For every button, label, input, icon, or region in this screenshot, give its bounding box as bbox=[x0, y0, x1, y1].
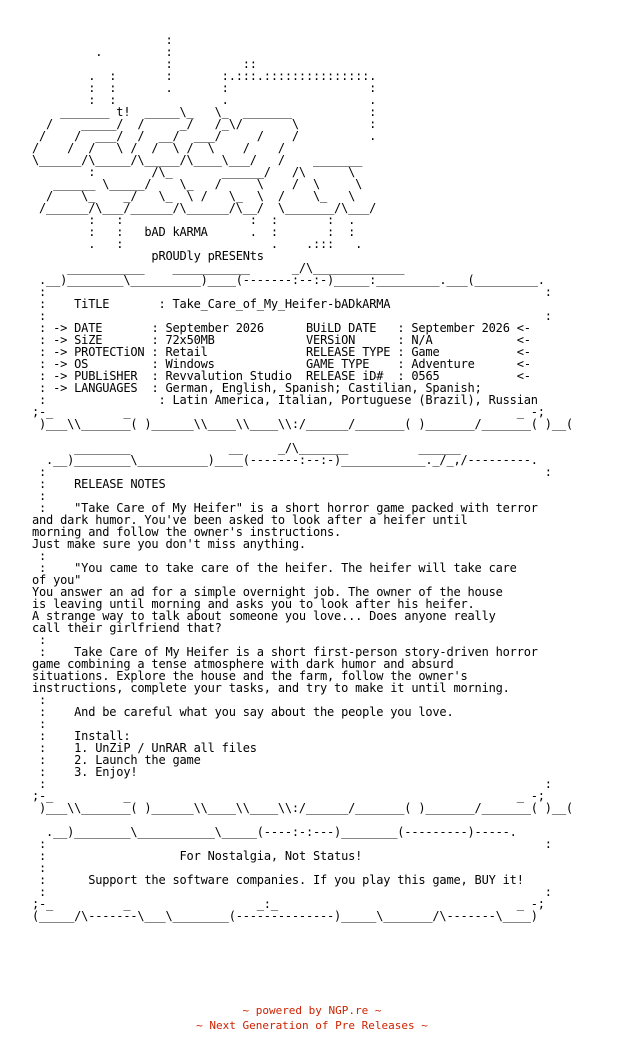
notes-paragraph-3: Take Care of My Heifer is a short first-person story-driven horror game combining a tense atmosphere with dark humor and absurd situations. Explore the house and the farm, follow the owner's instructions, complete your tasks, and try to make it until morning. bbox=[32, 645, 538, 695]
publisher-label: PUBLiSHER bbox=[74, 369, 138, 383]
release-notes-heading: RELEASE NOTES bbox=[74, 477, 166, 491]
install-step-1: 1. UnZiP / UnRAR all files bbox=[74, 741, 257, 755]
build-date-value: September 2026 bbox=[411, 321, 510, 335]
tagline-footer: ~ Next Generation of Pre Releases ~ bbox=[196, 1019, 428, 1032]
game-type-label: GAME TYPE bbox=[306, 357, 370, 371]
release-id-label: RELEASE iD# bbox=[306, 369, 384, 383]
os-label: OS bbox=[74, 357, 89, 371]
publisher-value: Revvalution Studio bbox=[165, 369, 292, 383]
os-value: Windows bbox=[165, 357, 215, 371]
date-value: September 2026 bbox=[165, 321, 264, 335]
powered-by-footer: ~ powered by NGP.re ~ bbox=[242, 1004, 382, 1017]
build-date-label: BUiLD DATE bbox=[306, 321, 377, 335]
languages-value-1: German, English, Spanish; Castilian, Spanish; bbox=[165, 381, 482, 395]
proudly-presents: pROUDly pRESENts bbox=[151, 249, 264, 263]
size-label: SiZE bbox=[74, 333, 103, 347]
notes-paragraph-4: And be careful what you say about the people you love. bbox=[74, 705, 454, 719]
version-label: VERSiON bbox=[306, 333, 356, 347]
install-step-2: 2. Launch the game bbox=[74, 753, 201, 767]
nfo-text: : . : : :: . : : :.:::.:::::::::::::::. : : . : : : : . . _______ t! _____\_ \_ _______ : / _____/ / _/ /_\/ \ : / / ___/ / __/ ___/ / / . / / / \ / / \ / \ / / \______/\_____/\_____/\____\___/ / _______ : /\_ ______/ /\ \ ______ \_____/ \_ / \ / \ \ / \_ _/ \_ \ / \_ \ / \_ \ /______/\___/______/\______/\__/ \_______/\___/ : : : : : . : : bAD kARMA . : : : . : . .::: . pROUDly pRESENts ___________ ___________ _/\_____________ .__)________\__________)____(-------:--:-)_____:_________.___(_________. : : : TiTLE : Take_Care_of_My_Heifer-bADkARMA : : : -> DATE : September 2026 BUiLD DATE : September 2026 <- : -> SiZE : 72x50MB VERSiON : N/A <- : -> PROTECTiON : Retail RELEASE TYPE : Game <- : -> OS : Windows GAME TYPE : Adventure <- : -> PUBLiSHER : Revvalution Studio RELEASE iD# : 0565 <- : -> LANGUAGES : German, English, Spanish; Castilian, Spanish; : : Latin America, Italian, Portuguese (Brazil), Russian ;-_ _ _ -; )___\\_______( )______\\____\\____\\:/______/_______( )_______/_______( )__( ________ __ _/\_______ ______ .__)________\__________)____(-------:--:-)____________._/_,/---------. : : : RELEASE NOTES : : "Take Care of My Heifer" is a short horror game packed with terror and dark humor. You've been asked to look after a heifer until morning and follow the owner's instructions. Just make sure you don't miss anything. : : "You came to take care of the heifer. The heifer will take care of you" You answer an ad for a simple overnight job. The owner of the house is leaving until morning and asks you to look after his heifer. A strange way to talk about someone you love... Does anyone really call their girlfriend that? : : Take Care of My Heifer is a short first-person story-driven horror game combining a tense atmosphere with dark humor and absurd situations. Explore the house and the farm, follow the owner's instructions, complete your tasks, and try to make it until morning. : : And be careful what you say about the people you love. : : Install: : 1. UnZiP / UnRAR all files : 2. Launch the game : 3. Enjoy! : : ;-_ _ _ -; )___\\_______( )______\\____\\____\\:/______/_______( )_______/_______( )__( .__)________\___________\_____(----:-:---)________(---------)-----. : : : For Nostalgia, Not Status! : : Support the software companies. If you play this game, BUY it! : : ;-_ _ _:_ _ -; (_____/\-------\___\________(--------------)_____\_______/\-------\____) bbox=[32, 33, 573, 923]
languages-value-2: Latin America, Italian, Portuguese (Brazil), Russian bbox=[172, 393, 538, 407]
release-id-value: 0565 bbox=[411, 369, 440, 383]
notes-paragraph-2: "You came to take care of the heifer. The heifer will take care of you" You answer an ad for a simple overnight job. The owner of the house is leaving until morning and asks you to look after his heifer. A strange way to talk about someone you love... Does anyone really call their girlfriend that? bbox=[32, 561, 517, 635]
title-value: Take_Care_of_My_Heifer-bADkARMA bbox=[172, 297, 391, 311]
install-heading: Install: bbox=[74, 729, 131, 743]
install-step-3: 3. Enjoy! bbox=[74, 765, 138, 779]
protection-value: Retail bbox=[165, 345, 208, 359]
notes-paragraph-1: "Take Care of My Heifer" is a short horror game packed with terror and dark humor. You've been asked to look after a heifer until morning and follow the owner's instructions. Just make sure you don't miss anything. bbox=[32, 501, 538, 551]
languages-label: LANGUAGES bbox=[74, 381, 138, 395]
protection-label: PROTECTiON bbox=[74, 345, 145, 359]
game-type-value: Adventure bbox=[411, 357, 475, 371]
nostalgia-line: For Nostalgia, Not Status! bbox=[179, 849, 363, 863]
release-type-value: Game bbox=[411, 345, 440, 359]
title-label: TiTLE bbox=[74, 297, 110, 311]
support-line: Support the software companies. If you play this game, BUY it! bbox=[88, 873, 524, 887]
release-type-label: RELEASE TYPE bbox=[306, 345, 391, 359]
logo-art: : . : : :: . : : :.:::.:::::::::::::::. : : . : : : : . . _______ t! _____\_ \_ _______ : / _____/ / _/ /_\/ \ : / / ___/ / __/ ___/ / / . / / / \ / / \ / \ / / \______/\_____/\_____/\____\___/ / _______ : /\_ ______/ /\ \ ______ \_____/ \_ / \ / \ \ / \_ _/ \_ \ / \_ \ / \_ \ /______/\___/______/\______/\__/ \_______/\___/ : : : : : . : : bAD kARMA . : : : . : . .::: . bbox=[32, 33, 377, 251]
date-label: DATE bbox=[74, 321, 103, 335]
size-value: 72x50MB bbox=[165, 333, 215, 347]
version-value: N/A bbox=[411, 333, 433, 347]
info-header-border: ___________ ___________ _/\_____________ .__)________\__________)____(-------:--:-)_____:_________.___(_________. bbox=[39, 261, 545, 287]
